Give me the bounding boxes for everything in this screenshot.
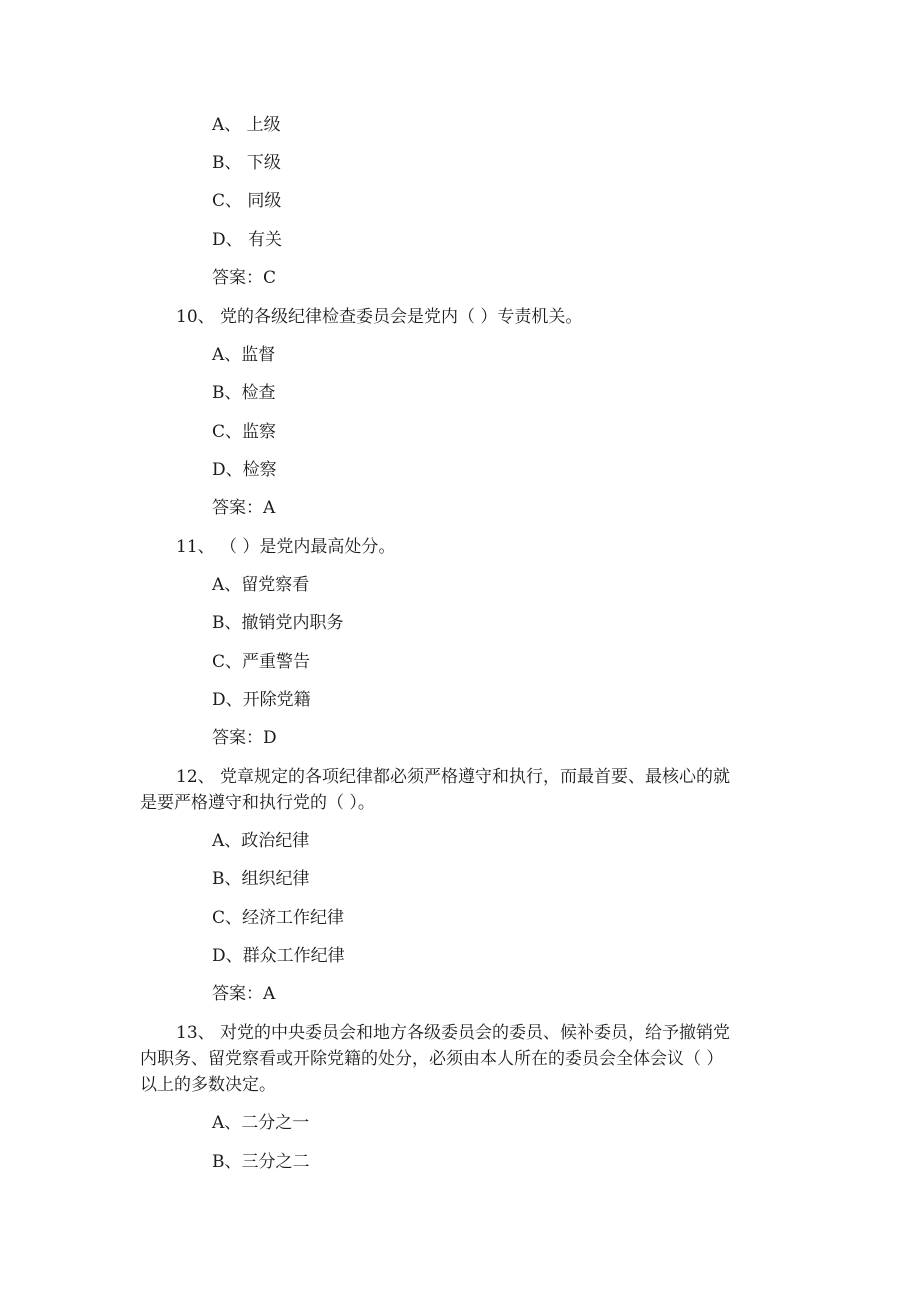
option-b: B、撤销党内职务: [212, 613, 344, 633]
question-11: [176, 535, 395, 559]
question-number: 13、: [176, 1023, 215, 1043]
option-b: B、检查: [212, 383, 276, 403]
option-a: A、 上级: [212, 115, 281, 135]
question-number: 12、: [176, 767, 215, 787]
question-10: [176, 305, 582, 329]
question-text-continued: 内职务、留党察看或开除党籍的处分，必须由本人所在的委员会全体会议（ ）: [140, 1049, 724, 1069]
option-a: A、留党察看: [212, 575, 310, 595]
question-text: 党的各级纪律检查委员会是党内（ ）专责机关。: [220, 307, 583, 327]
question-text: （ ）是党内最高处分。: [220, 537, 396, 557]
question-text-continued: 以上的多数决定。: [140, 1075, 276, 1095]
option-a: A、监督: [212, 345, 276, 365]
answer: 答案：C: [212, 268, 277, 288]
question-13: [176, 1021, 730, 1045]
option-a: A、二分之一: [212, 1113, 310, 1133]
option-a: A、政治纪律: [212, 831, 310, 851]
option-b: B、三分之二: [212, 1152, 310, 1172]
option-c: C、严重警告: [212, 652, 311, 672]
option-b: B、 下级: [212, 153, 281, 173]
question-text-continued: 是要严格遵守和执行党的（ ）。: [140, 793, 375, 813]
option-d: D、 有关: [212, 230, 283, 250]
option-c: C、监察: [212, 422, 277, 442]
question-text: 对党的中央委员会和地方各级委员会的委员、候补委员，给予撤销党: [220, 1023, 730, 1043]
option-d: D、开除党籍: [212, 690, 311, 710]
question-12: [176, 765, 730, 789]
option-d: D、群众工作纪律: [212, 946, 345, 966]
question-text: 党章规定的各项纪律都必须严格遵守和执行，而最首要、最核心的就: [220, 767, 730, 787]
option-d: D、检察: [212, 460, 277, 480]
option-c: C、 同级: [212, 191, 282, 211]
answer: 答案：A: [212, 498, 276, 518]
answer: 答案：D: [212, 728, 277, 748]
option-b: B、组织纪律: [212, 869, 310, 889]
question-number: 10、: [176, 307, 215, 327]
question-number: 11、: [176, 537, 215, 557]
answer: 答案：A: [212, 984, 276, 1004]
option-c: C、经济工作纪律: [212, 908, 345, 928]
